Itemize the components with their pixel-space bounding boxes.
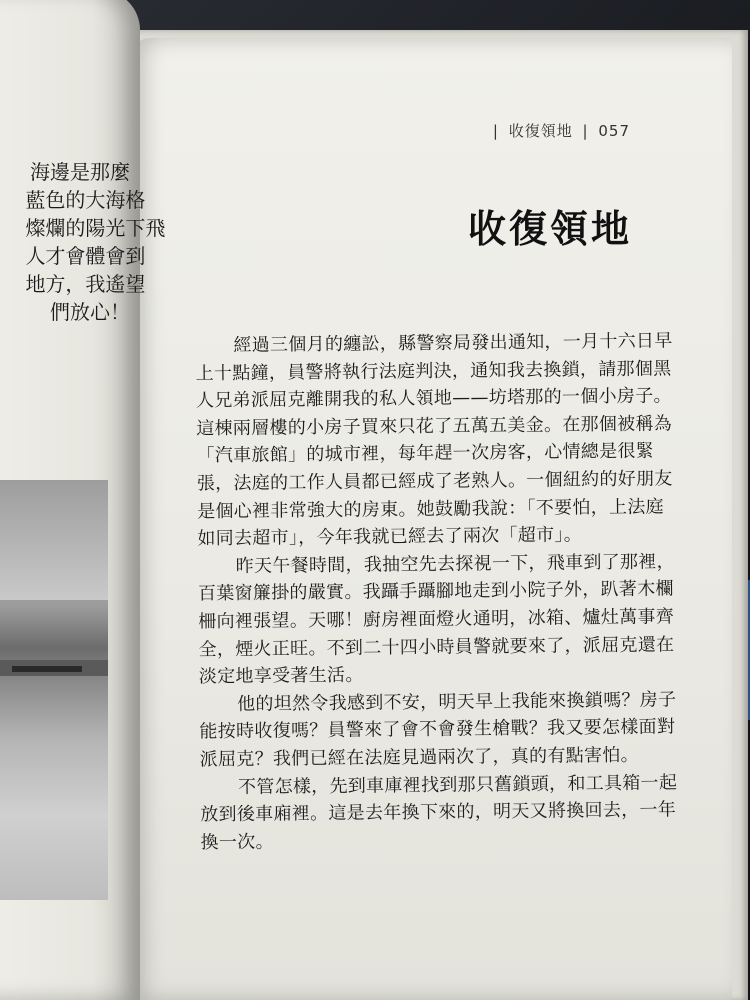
text-line: 他的坦然令我感到不安，明天早上我能來換鎖嗎？房子 (237, 689, 677, 715)
text-line: 柵向裡張望。天哪！廚房裡面燈火通明，冰箱、爐灶萬事齊 (198, 606, 675, 633)
chapter-title: 收復領地 (467, 207, 632, 251)
paragraph (195, 328, 673, 553)
page-number: 057 (598, 122, 630, 140)
photo-sky (0, 480, 108, 600)
text-line: 淡定地享受著生活。 (198, 664, 364, 688)
text-line: 經過三個月的纏訟，縣警察局發出通知，一月十六日早 (233, 330, 673, 356)
text-line: 「汽車旅館」的城市裡，每年趕一次房客，心情總是很緊 (196, 440, 655, 467)
beach-photo (0, 480, 108, 900)
photo-people (12, 666, 82, 672)
text-line: 上十點鐘，員警將執行法庭判決，通知我去換鎖，請那個黑 (195, 357, 672, 384)
text-line: 不管怎樣，先到車庫裡找到那只舊鎖頭，和工具箱一起 (237, 771, 678, 798)
text-line: 派屈克？我們已經在法庭見過兩次了，真的有點害怕。 (199, 744, 640, 771)
left-line: 藍色的大海格 (25, 188, 146, 212)
text-line: 人兄弟派屈克離開我的私人領地——坊塔那的一個小房子。 (195, 385, 672, 412)
left-page-text (0, 130, 166, 354)
running-header (384, 120, 632, 141)
paragraph (197, 548, 676, 691)
text-line: 如同去超市」，今年我就已經去了兩次「超市」。 (197, 524, 583, 550)
text-line: 換一次。 (200, 831, 274, 853)
left-line: 海邊是那麼 (30, 160, 130, 184)
text-line: 張，法庭的工作人員都已經成了老熟人。一個紐約的好朋友 (196, 468, 673, 495)
left-line: 燦爛的陽光下飛 (25, 216, 166, 240)
left-line: 地方，我遙望 (25, 272, 146, 296)
body-text (195, 328, 678, 857)
text-line: 百葉窗簾掛的嚴實。我躡手躡腳地走到小院子外，趴著木欄 (197, 578, 674, 605)
paragraph (200, 769, 678, 856)
text-line: 這棟兩層樓的小房子買來只花了五萬五美金。在那個被稱為 (196, 413, 673, 440)
text-line: 能按時收復嗎？員警來了會不會發生槍戰？我又要怎樣面對 (199, 716, 676, 743)
paragraph (199, 686, 677, 773)
text-line: 是個心裡非常強大的房東。她鼓勵我說：「不要怕，上法庭 (197, 496, 665, 522)
left-line: 們放心！ (50, 300, 130, 324)
text-line: 昨天午餐時間，我抽空先去探視一下，飛車到了那裡， (235, 551, 676, 577)
left-page (0, 0, 166, 1000)
header-chapter: 收復領地 (508, 122, 573, 140)
text-line: 放到後車廂裡。這是去年換下來的，明天又將換回去，一年 (200, 799, 677, 826)
header-separator: | (582, 122, 589, 140)
header-separator: | (492, 122, 499, 140)
text-line: 全，煙火正旺。不到二十四小時員警就要來了，派屈克還在 (198, 633, 675, 660)
left-line: 人才會體會到 (25, 244, 146, 268)
